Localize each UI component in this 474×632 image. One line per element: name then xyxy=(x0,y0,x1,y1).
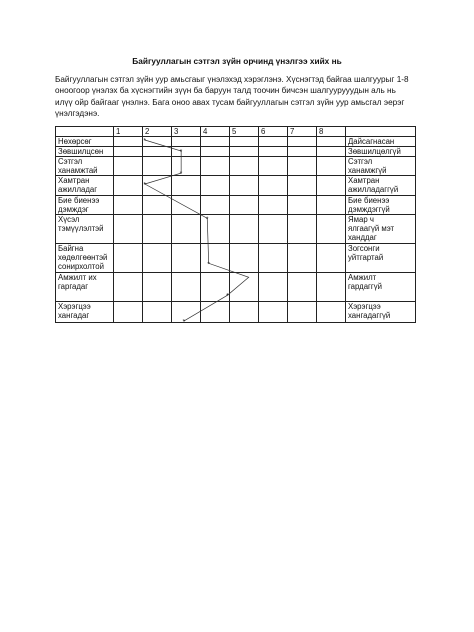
criterion-positive: Бие биенээ дэмждэг xyxy=(56,196,114,215)
rating-cell-2[interactable] xyxy=(143,244,172,273)
criterion-positive: Амжилт их гаргадаг xyxy=(56,273,114,302)
rating-cell-2[interactable] xyxy=(143,302,172,323)
rating-cell-1[interactable] xyxy=(114,302,143,323)
rating-mark: * xyxy=(143,182,147,189)
rating-cell-5[interactable] xyxy=(230,302,259,323)
rating-cell-2[interactable] xyxy=(143,215,172,244)
rating-cell-1[interactable] xyxy=(114,215,143,244)
rating-cell-4[interactable] xyxy=(201,137,230,147)
rating-cell-3[interactable] xyxy=(172,273,201,302)
scale-label-7: 7 xyxy=(288,127,317,137)
rating-cell-6[interactable] xyxy=(259,244,288,273)
rating-cell-6[interactable] xyxy=(259,176,288,196)
rating-cell-2[interactable] xyxy=(143,147,172,157)
rating-cell-8[interactable] xyxy=(317,157,346,176)
rating-cell-4[interactable] xyxy=(201,147,230,157)
rating-cell-6[interactable] xyxy=(259,157,288,176)
rating-mark: * xyxy=(226,293,229,301)
scale-label-6: 6 xyxy=(259,127,288,137)
criterion-row xyxy=(56,215,416,244)
rating-cell-2[interactable] xyxy=(143,196,172,215)
criterion-positive: Хамтран ажилладаг xyxy=(56,176,114,196)
criterion-positive: Хүсэл тэмүүлэлтэй xyxy=(56,215,114,244)
scale-label-4: 4 xyxy=(201,127,230,137)
rating-cell-8[interactable] xyxy=(317,147,346,157)
rating-cell-1[interactable] xyxy=(114,147,143,157)
criterion-negative: Сэтгэл ханамжгүй xyxy=(346,157,416,176)
rating-cell-5[interactable] xyxy=(230,244,259,273)
rating-cell-7[interactable] xyxy=(288,137,317,147)
rating-cell-8[interactable] xyxy=(317,196,346,215)
rating-cell-1[interactable] xyxy=(114,157,143,176)
rating-cell-3[interactable] xyxy=(172,302,201,323)
criterion-negative: Зөвшилцөлгүй xyxy=(346,147,416,157)
criterion-row xyxy=(56,273,416,302)
scale-header-row xyxy=(56,127,416,137)
criterion-positive: Хэрэгцээ хангадаг xyxy=(56,302,114,323)
scale-label-5: 5 xyxy=(230,127,259,137)
scale-label-2: 2 xyxy=(143,127,172,137)
rating-cell-8[interactable] xyxy=(317,244,346,273)
rating-cell-4[interactable] xyxy=(201,176,230,196)
rating-cell-8[interactable] xyxy=(317,273,346,302)
criterion-positive: Нөхөрсөг xyxy=(56,137,114,147)
rating-cell-1[interactable] xyxy=(114,196,143,215)
rating-cell-8[interactable] xyxy=(317,176,346,196)
scale-label-3: 3 xyxy=(172,127,201,137)
criterion-positive: Зөвшилцсөн xyxy=(56,147,114,157)
rating-cell-7[interactable] xyxy=(288,176,317,196)
rating-cell-5[interactable] xyxy=(230,196,259,215)
rating-mark: * xyxy=(179,149,183,156)
rating-cell-3[interactable] xyxy=(172,147,201,157)
rating-cell-2[interactable] xyxy=(143,157,172,176)
rating-cell-3[interactable] xyxy=(172,215,201,244)
criterion-positive: Сэтгэл ханамжтай xyxy=(56,157,114,176)
criterion-negative: Хэрэгцээ хангадаггүй xyxy=(346,302,416,323)
rating-cell-1[interactable] xyxy=(114,273,143,302)
rating-cell-7[interactable] xyxy=(288,147,317,157)
rating-cell-1[interactable] xyxy=(114,137,143,147)
header-blank-right xyxy=(346,127,416,137)
criterion-row xyxy=(56,244,416,273)
rating-cell-4[interactable] xyxy=(201,157,230,176)
rating-mark: * xyxy=(182,318,186,326)
rating-cell-4[interactable] xyxy=(201,302,230,323)
rating-cell-2[interactable] xyxy=(143,137,172,147)
rating-cell-5[interactable] xyxy=(230,215,259,244)
rating-cell-6[interactable] xyxy=(259,215,288,244)
rating-cell-6[interactable] xyxy=(259,196,288,215)
rating-cell-8[interactable] xyxy=(317,215,346,244)
scale-label-8: 8 xyxy=(317,127,346,137)
rating-cell-5[interactable] xyxy=(230,157,259,176)
rating-cell-3[interactable] xyxy=(172,196,201,215)
scale-label-1: 1 xyxy=(114,127,143,137)
criterion-negative: Хамтран ажилладаггүй xyxy=(346,176,416,196)
rating-cell-5[interactable] xyxy=(230,176,259,196)
criterion-row xyxy=(56,196,416,215)
rating-cell-4[interactable] xyxy=(201,244,230,273)
rating-cell-2[interactable] xyxy=(143,273,172,302)
rating-cell-4[interactable] xyxy=(201,215,230,244)
rating-cell-7[interactable] xyxy=(288,244,317,273)
rating-mark: * xyxy=(143,138,147,145)
rating-cell-5[interactable] xyxy=(230,273,259,302)
rating-cell-7[interactable] xyxy=(288,273,317,302)
criterion-negative: Дайсагнасан xyxy=(346,137,416,147)
rating-cell-3[interactable] xyxy=(172,176,201,196)
rating-cell-1[interactable] xyxy=(114,244,143,273)
rating-mark: * xyxy=(179,171,183,179)
criterion-row xyxy=(56,137,416,147)
rating-body xyxy=(56,137,416,323)
intro-paragraph: Байгууллагын сэтгэл зүйн уур амьсгаыг үнэлэхэд хэрэглэнэ. Хүснэгтэд байгаа шалгуурыг 1-8 оноогоор үнэлэх ба хүснэгтийн зүүн ба баруун талд тоочин бичсэн шалгуурууудын аль нь илүү ойр байгааг үнэлнэ. Бага оноо авах тусам байгууллагын сэтгэл зүйн уур амьсгал эерэг үнэлгэдэнэ. xyxy=(55,75,409,118)
rating-cell-6[interactable] xyxy=(259,273,288,302)
rating-cell-4[interactable] xyxy=(201,273,230,302)
criterion-positive: Байгна хөдөлгөөнтэй сонирхолтой xyxy=(56,244,114,273)
criterion-row xyxy=(56,157,416,176)
criterion-negative: Амжилт гардаггүй xyxy=(346,273,416,302)
rating-cell-6[interactable] xyxy=(259,147,288,157)
rating-cell-6[interactable] xyxy=(259,137,288,147)
criterion-row xyxy=(56,302,416,323)
criterion-row xyxy=(56,176,416,196)
page-title: Байгууллагын сэтгэл зүйн орчинд үнэлгээ хийх нь xyxy=(132,56,342,66)
rating-cell-5[interactable] xyxy=(230,147,259,157)
rating-cell-8[interactable] xyxy=(317,137,346,147)
rating-cell-6[interactable] xyxy=(259,302,288,323)
rating-table xyxy=(55,126,416,323)
rating-cell-3[interactable] xyxy=(172,157,201,179)
rating-cell-7[interactable] xyxy=(288,157,317,176)
rating-cell-7[interactable] xyxy=(288,215,317,244)
criterion-negative: Бие биенээ дэмждэггүй xyxy=(346,196,416,215)
intro-text xyxy=(55,74,415,119)
rating-cell-4[interactable] xyxy=(201,196,230,215)
criterion-row xyxy=(56,147,416,157)
rating-mark: * xyxy=(205,216,209,224)
rating-cell-3[interactable] xyxy=(172,137,201,147)
criterion-negative: Зогсонги уйтгартай xyxy=(346,244,416,273)
rating-cell-8[interactable] xyxy=(317,302,346,323)
rating-cell-7[interactable] xyxy=(288,196,317,215)
rating-cell-3[interactable] xyxy=(172,244,201,273)
criterion-negative: Ямар ч ялгаагүй мэт ханддаг xyxy=(346,215,416,244)
rating-cell-5[interactable] xyxy=(230,137,259,147)
rating-cell-2[interactable] xyxy=(143,176,172,196)
rating-cell-1[interactable] xyxy=(114,176,143,196)
header-blank-left xyxy=(56,127,114,137)
rating-cell-7[interactable] xyxy=(288,302,317,323)
rating-mark: * xyxy=(207,261,210,269)
